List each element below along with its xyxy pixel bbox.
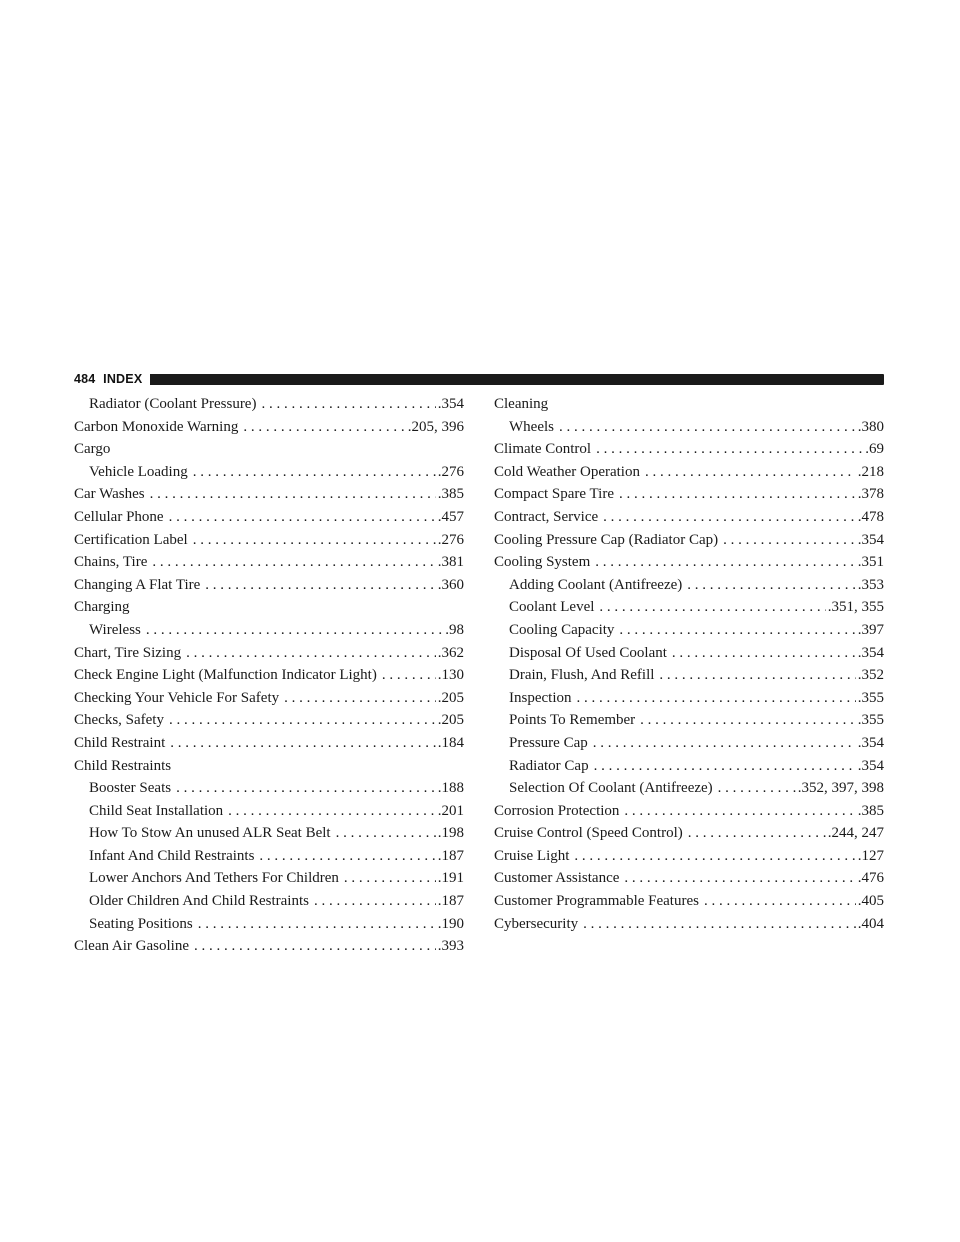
index-term: How To Stow An unused ALR Seat Belt (89, 825, 331, 842)
index-page-ref: .385 (436, 483, 464, 506)
index-term: Adding Coolant (Antifreeze) (509, 576, 683, 593)
index-entry (74, 777, 464, 800)
index-entry (74, 845, 464, 868)
index-entry (494, 642, 884, 665)
index-term: Checking Your Vehicle For Safety (74, 689, 280, 706)
index-term: Selection Of Coolant (Antifreeze) (509, 780, 713, 797)
dot-leader (559, 416, 856, 439)
dot-leader (193, 461, 436, 484)
dot-leader (687, 574, 855, 597)
index-term: Charging (74, 599, 130, 616)
index-entry (494, 845, 884, 868)
index-page-ref: .205, 396 (406, 416, 464, 439)
dot-leader (150, 483, 436, 506)
dot-leader (169, 506, 436, 529)
index-term: Booster Seats (89, 780, 172, 797)
page-number: 484 (74, 372, 96, 386)
dot-leader (284, 687, 436, 710)
index-page-ref: .478 (856, 506, 884, 529)
dot-leader (576, 687, 855, 710)
index-term: Older Children And Child Restraints (89, 893, 309, 910)
index-entry (74, 664, 464, 687)
index-term: Cruise Control (Speed Control) (494, 825, 683, 842)
dot-leader (640, 709, 856, 732)
dot-leader (594, 755, 856, 778)
index-page-ref: .362 (436, 642, 464, 665)
index-entry (494, 867, 884, 890)
dot-leader (186, 642, 436, 665)
index-page-ref: .130 (436, 664, 464, 687)
dot-leader (595, 551, 855, 574)
index-term: Customer Assistance (494, 870, 620, 887)
index-page-ref: .218 (856, 461, 884, 484)
index-page-ref: .188 (436, 777, 464, 800)
dot-leader (593, 732, 856, 755)
dot-leader (659, 664, 855, 687)
index-page-ref: .276 (436, 529, 464, 552)
index-page-ref: .397 (856, 619, 884, 642)
index-term: Carbon Monoxide Warning (74, 418, 239, 435)
dot-leader (619, 483, 856, 506)
index-term: Coolant Level (509, 599, 595, 616)
index-entry (74, 642, 464, 665)
index-term: Customer Programmable Features (494, 893, 699, 910)
dot-leader (723, 529, 856, 552)
index-entry (494, 755, 884, 778)
dot-leader (596, 438, 863, 461)
index-page-ref: .98 (443, 619, 464, 642)
index-entry (494, 822, 884, 845)
index-page-ref: .187 (436, 890, 464, 913)
index-term: Chart, Tire Sizing (74, 644, 182, 661)
index-term: Wireless (89, 621, 141, 638)
index-term: Child Restraints (74, 757, 172, 774)
dot-leader (718, 777, 796, 800)
index-entry (494, 709, 884, 732)
index-page-ref: .476 (856, 867, 884, 890)
index-entry (494, 800, 884, 823)
dot-leader (198, 913, 436, 936)
dot-leader (704, 890, 856, 913)
index-term: Climate Control (494, 441, 592, 458)
index-term: Clean Air Gasoline (74, 938, 189, 955)
index-entry (74, 867, 464, 890)
index-page-ref: .355 (856, 709, 884, 732)
dot-leader (344, 867, 436, 890)
index-term: Seating Positions (89, 915, 193, 932)
index-page-ref: .393 (436, 935, 464, 958)
index-page-ref: .190 (436, 913, 464, 936)
index-page-ref: .354 (856, 642, 884, 665)
index-term: Points To Remember (509, 712, 636, 729)
index-page-ref: .205 (436, 709, 464, 732)
dot-leader (603, 506, 856, 529)
index-entry (494, 529, 884, 552)
index-page-ref: .404 (856, 913, 884, 936)
index-entry (74, 574, 464, 597)
page-header (74, 371, 884, 387)
index-entry (74, 755, 464, 778)
index-term: Cruise Light (494, 847, 570, 864)
index-page-ref: .198 (436, 822, 464, 845)
index-page-ref: .385 (856, 800, 884, 823)
index-page-ref: .381 (436, 551, 464, 574)
index-page-ref: .354 (856, 732, 884, 755)
index-page-ref: .127 (856, 845, 884, 868)
dot-leader (583, 913, 856, 936)
dot-leader (336, 822, 436, 845)
index-entry (494, 619, 884, 642)
index-page-ref: .201 (436, 800, 464, 823)
index-entry (494, 506, 884, 529)
dot-leader (146, 619, 443, 642)
dot-leader (672, 642, 856, 665)
index-column-left (74, 393, 464, 958)
index-page-ref: .354 (436, 393, 464, 416)
index-term: Child Seat Installation (89, 802, 224, 819)
index-term: Vehicle Loading (89, 463, 188, 480)
dot-leader (259, 845, 435, 868)
index-term: Cooling Pressure Cap (Radiator Cap) (494, 531, 719, 548)
index-entry (74, 687, 464, 710)
index-page-ref: .354 (856, 755, 884, 778)
index-term: Cellular Phone (74, 508, 164, 525)
dot-leader (205, 574, 435, 597)
index-term: Inspection (509, 689, 572, 706)
index-term: Checks, Safety (74, 712, 164, 729)
header-label (74, 372, 142, 386)
index-page-ref: .191 (436, 867, 464, 890)
index-entry (74, 438, 464, 461)
index-page-ref: .353 (856, 574, 884, 597)
dot-leader (599, 596, 825, 619)
index-entry (494, 461, 884, 484)
index-page-ref: .205 (436, 687, 464, 710)
index-entry (74, 483, 464, 506)
section-title: INDEX (103, 372, 143, 386)
index-page-ref: .184 (436, 732, 464, 755)
index-entry (74, 506, 464, 529)
index-entry (74, 416, 464, 439)
index-entry (494, 664, 884, 687)
index-entry (74, 596, 464, 619)
index-term: Changing A Flat Tire (74, 576, 201, 593)
index-entry (494, 393, 884, 416)
dot-leader (243, 416, 405, 439)
dot-leader (624, 867, 855, 890)
index-entry (494, 687, 884, 710)
index-entry (494, 416, 884, 439)
index-term: Pressure Cap (509, 734, 588, 751)
index-entry (74, 913, 464, 936)
index-entry (494, 574, 884, 597)
index-entry (494, 483, 884, 506)
index-page-ref: .355 (856, 687, 884, 710)
dot-leader (645, 461, 856, 484)
index-term: Certification Label (74, 531, 188, 548)
index-page-ref: .378 (856, 483, 884, 506)
index-page-ref: .457 (436, 506, 464, 529)
index-entry (494, 777, 884, 800)
index-term: Contract, Service (494, 508, 599, 525)
index-term: Car Washes (74, 486, 145, 503)
index-entry (74, 732, 464, 755)
index-term: Child Restraint (74, 734, 166, 751)
index-term: Cooling Capacity (509, 621, 615, 638)
dot-leader (169, 709, 436, 732)
dot-leader (176, 777, 436, 800)
index-term: Check Engine Light (Malfunction Indicator Light) (74, 667, 377, 684)
dot-leader (688, 822, 826, 845)
index-term: Lower Anchors And Tethers For Children (89, 870, 339, 887)
index-entry (74, 551, 464, 574)
index-entry (74, 709, 464, 732)
index-page-ref: .276 (436, 461, 464, 484)
index-term: Wheels (509, 418, 554, 435)
index-entry (494, 732, 884, 755)
header-rule-bar (150, 374, 884, 385)
index-term: Compact Spare Tire (494, 486, 614, 503)
index-page-ref: .351, 355 (826, 596, 884, 619)
index-page-ref: .380 (856, 416, 884, 439)
index-entry (494, 913, 884, 936)
index-term: Cleaning (494, 396, 549, 412)
index-term: Disposal Of Used Coolant (509, 644, 667, 661)
index-entry (494, 551, 884, 574)
index-page-ref: .405 (856, 890, 884, 913)
index-entry (74, 529, 464, 552)
index-page-ref: .244, 247 (826, 822, 884, 845)
index-page-ref: .352 (856, 664, 884, 687)
index-entry (494, 438, 884, 461)
dot-leader (261, 393, 435, 416)
index-page-ref: .354 (856, 529, 884, 552)
index-column-right (494, 393, 884, 935)
dot-leader (619, 619, 855, 642)
index-term: Radiator Cap (509, 757, 589, 774)
dot-leader (170, 732, 436, 755)
index-page-ref: .69 (863, 438, 884, 461)
dot-leader (193, 529, 436, 552)
dot-leader (152, 551, 435, 574)
dot-leader (314, 890, 436, 913)
index-term: Radiator (Coolant Pressure) (89, 396, 257, 412)
index-term: Drain, Flush, And Refill (509, 667, 655, 684)
dot-leader (382, 664, 436, 687)
index-term: Infant And Child Restraints (89, 847, 255, 864)
index-page-ref: .360 (436, 574, 464, 597)
index-entry (494, 890, 884, 913)
index-page-ref: .187 (436, 845, 464, 868)
index-term: Cybersecurity (494, 915, 579, 932)
index-entry (494, 596, 884, 619)
index-entry (74, 890, 464, 913)
index-term: Cargo (74, 441, 111, 458)
index-term: Cooling System (494, 554, 591, 571)
index-entry (74, 619, 464, 642)
dot-leader (574, 845, 855, 868)
index-entry (74, 822, 464, 845)
index-entry (74, 393, 464, 416)
index-term: Chains, Tire (74, 554, 148, 571)
index-page-ref: .352, 397, 398 (796, 777, 884, 800)
dot-leader (624, 800, 855, 823)
index-term: Cold Weather Operation (494, 463, 640, 480)
index-term: Corrosion Protection (494, 802, 620, 819)
index-entry (74, 935, 464, 958)
dot-leader (228, 800, 436, 823)
index-entry (74, 800, 464, 823)
index-entry (74, 461, 464, 484)
dot-leader (194, 935, 436, 958)
index-page-ref: .351 (856, 551, 884, 574)
